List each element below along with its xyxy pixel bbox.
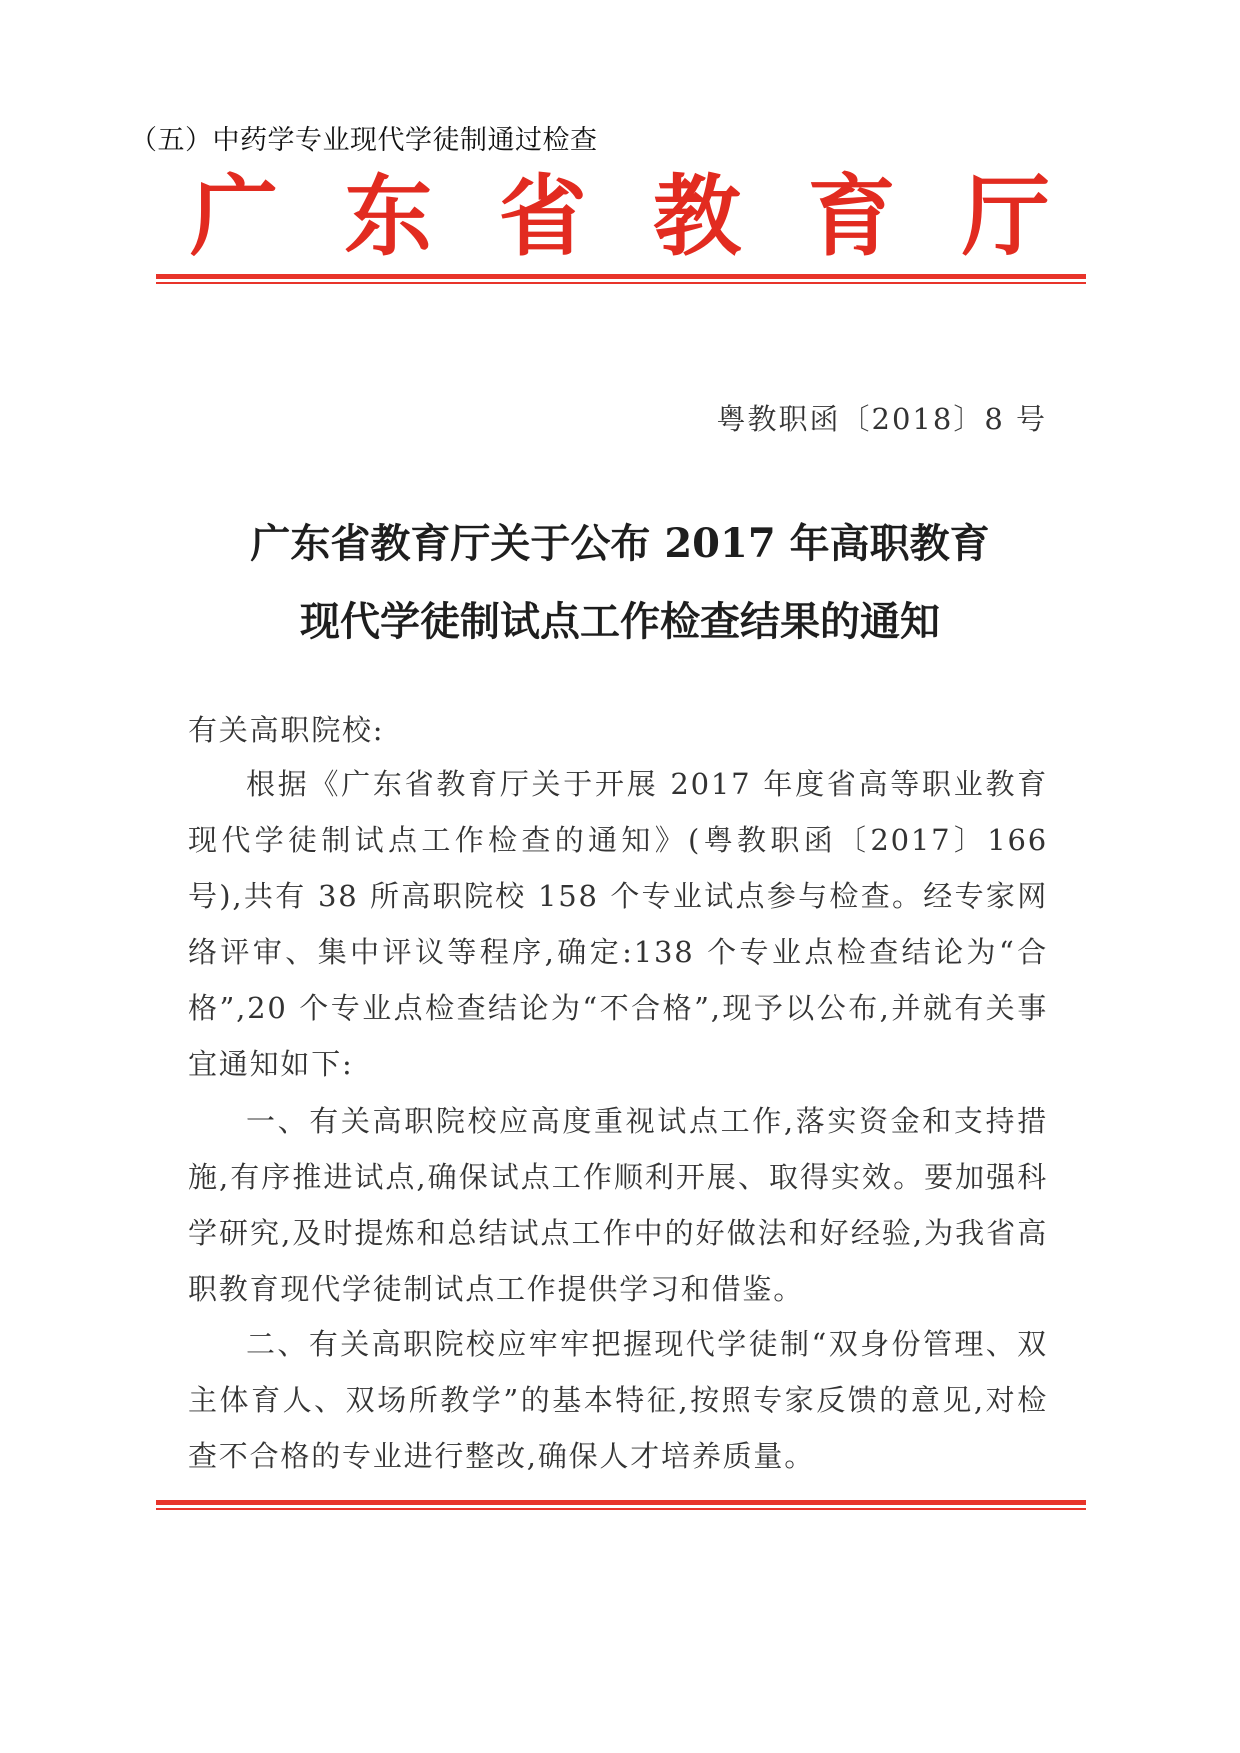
- footer-red-rule: [156, 1500, 1086, 1510]
- document-number: 粤教职函〔2018〕8 号: [716, 402, 1047, 436]
- document-title-line-2: 现代学徒制试点工作检查结果的通知: [300, 598, 940, 645]
- masthead-char: 省: [498, 164, 587, 268]
- body-paragraph: 一、有关高职院校应高度重视试点工作,落实资金和支持措施,有序推进试点,确保试点工作顺利开展、取得实效。要加强科学研究,及时提炼和总结试点工作中的好做法和好经验,为我省高职教育现代学徒制试点工作提供学习和借鉴。: [188, 1104, 1048, 1306]
- salutation: 有关高职院校:: [188, 713, 385, 747]
- letterhead-red-rule: [156, 274, 1086, 284]
- masthead-char: 厅: [961, 164, 1050, 268]
- body-paragraph: 根据《广东省教育厅关于开展 2017 年度省高等职业教育现代学徒制试点工作检查的通知》(粤教职函〔2017〕166 号),共有 38 所高职院校 158 个专业试点参与检查。经专家网络评审、集中评议等程序,确定:138 个专业点检查结论为“合格”,20 个专业点检查结论为“不合格”,现予以公布,并就有关事宜通知如下:: [188, 767, 1048, 1081]
- masthead-char: 广: [190, 164, 279, 268]
- section-heading: （五）中药学专业现代学徒制通过检查: [130, 125, 598, 156]
- masthead-char: 育: [807, 164, 896, 268]
- masthead-char: 东: [344, 164, 433, 268]
- letterhead-masthead: [190, 164, 1050, 268]
- masthead-char: 教: [653, 164, 742, 268]
- document-title-line-1: 广东省教育厅关于公布 2017 年高职教育: [250, 520, 990, 567]
- body-paragraph: 二、有关高职院校应牢牢把握现代学徒制“双身份管理、双主体育人、双场所教学”的基本特征,按照专家反馈的意见,对检查不合格的专业进行整改,确保人才培养质量。: [188, 1327, 1048, 1473]
